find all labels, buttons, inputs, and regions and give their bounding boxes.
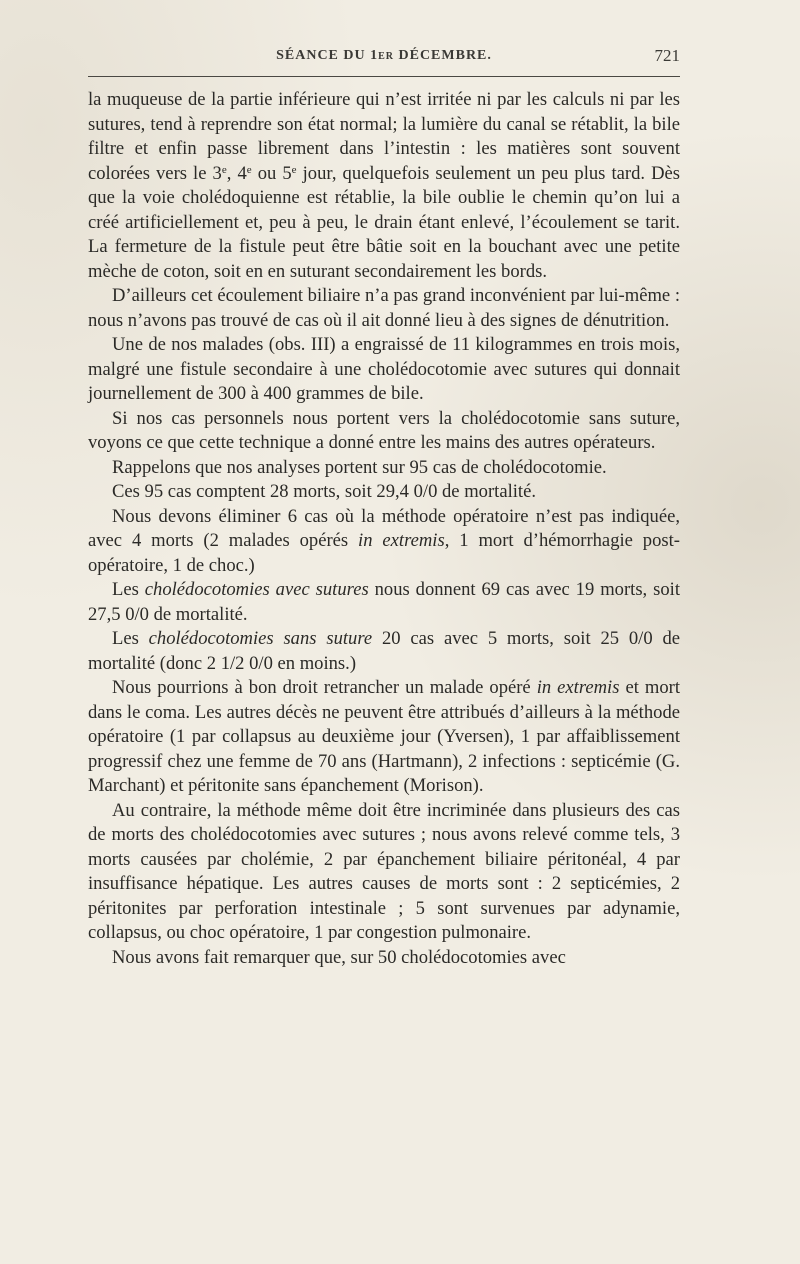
- running-head-title: SÉANCE DU 1er DÉCEMBRE.: [276, 48, 492, 63]
- paragraph: Une de nos malades (obs. III) a engraissé de 11 kilogrammes en trois mois, malgré une fistule secondaire à une cholédocotomie avec sutures qui donnait journellement de 300 à 400 grammes de bile.: [88, 334, 680, 404]
- paragraph: Ces 95 cas comptent 28 morts, soit 29,4 0/0 de mortalité.: [112, 481, 536, 502]
- paragraph: Nous avons fait remarquer que, sur 50 cholédocotomies avec: [112, 946, 566, 968]
- page-number: 721: [654, 46, 680, 65]
- paragraph: Les cholédocotomies sans suture 20 cas avec 5 morts, soit 25 0/0 de mortalité (donc 2 1/2 0/0 en moins.): [88, 628, 680, 674]
- body-text: [88, 88, 680, 970]
- paragraph: Si nos cas personnels nous portent vers la cholédocotomie sans suture, voyons ce que cette technique a donné entre les mains des autres opérateurs.: [88, 407, 680, 453]
- paragraph: Rappelons que nos analyses portent sur 95 cas de cholédocotomie.: [112, 456, 607, 478]
- paragraph: Au contraire, la méthode même doit être incriminée dans plusieurs des cas de morts des cholédocotomies avec sutures ; nous avons relevé comme tels, 3 morts causées par cholémie, 2 par épanchement biliaire péritonéal, 4 par insuffisance hépatique. Les autres causes de morts sont : 2 septicémies, 2 péritonites par perforation intestinale ; 5 sont survenues par adynamie, collapsus, ou choc opératoire, 1 par congestion pulmonaire.: [88, 799, 680, 943]
- paragraph: Les cholédocotomies avec sutures nous donnent 69 cas avec 19 morts, soit 27,5 0/0 de mortalité.: [88, 579, 680, 625]
- running-head: [88, 40, 680, 74]
- paragraph: Nous pourrions à bon droit retrancher un malade opéré in extremis et mort dans le coma. Les autres décès ne peuvent être attribués d’ailleurs à la méthode opératoire (1 par collapsus au deuxième jour (Yversen), 1 par affaiblissement progressif chez une femme de 70 ans (Hartmann), 2 infections : septicémie (G. Marchant) et péritonite sans épanchement (Morison).: [88, 677, 680, 796]
- paragraph: D’ailleurs cet écoulement biliaire n’a pas grand inconvénient par lui-même : nous n’avons pas trouvé de cas où il ait donné lieu à des signes de dénutrition.: [88, 285, 680, 331]
- header-rule: [88, 76, 680, 77]
- paragraph: la muqueuse de la partie inférieure qui n’est irritée ni par les calculs ni par les sutures, tend à reprendre son état normal; la lumière du canal se rétablit, la bile filtre et enfin passe librement dans l’intestin : les matières sont souvent colorées vers le 3e, 4e ou 5e jour, quelquefois seulement un peu plus tard. Dès que la voie cholédoquienne est rétablie, la bile oublie le chemin qu’on lui a créé artificiellement et, peu à peu, le drain étant enlevé, l’écoulement se tarit. La fermeture de la fistule peut être bâtie soit en la bouchant avec une petite mèche de coton, soit en en suturant secondairement les bords.: [88, 89, 680, 282]
- paragraph: Nous devons éliminer 6 cas où la méthode opératoire n’est pas indiquée, avec 4 morts (2 malades opérés in extremis, 1 mort d’hémorrhagie post-opératoire, 1 de choc.): [88, 505, 680, 576]
